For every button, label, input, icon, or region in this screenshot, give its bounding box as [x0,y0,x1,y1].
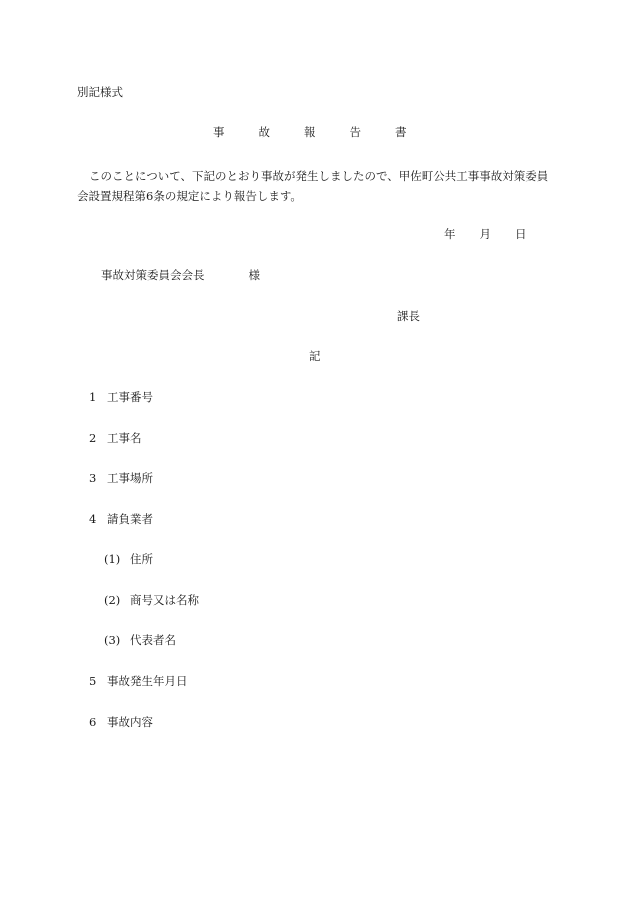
sub-item-label: 商号又は名称 [130,593,199,607]
title-char: 書 [395,125,407,139]
item-number: 4 [89,512,97,526]
item-label: 請負業者 [107,512,153,526]
sub-list-item [104,594,199,608]
list-item [89,472,153,486]
list-item [89,716,153,730]
addressee [101,269,260,283]
addressee-name: 事故対策委員会会長 [101,268,205,282]
list-item [89,675,188,689]
chief-title: 課長 [397,309,420,323]
document-title [213,126,407,140]
item-label: 事故発生年月日 [107,674,188,688]
body-paragraph: このことについて、下記のとおり事故が発生しましたので、甲佐町公共工事事故対策委員会設置規程第6条の規定により報告します。 [77,169,549,203]
item-number: 6 [89,715,97,729]
title-char: 告 [349,125,361,139]
date-month: 月 [479,227,491,241]
list-item [89,513,153,527]
title-char: 報 [304,125,316,139]
sub-item-number: (2) [104,593,121,607]
item-label: 工事番号 [107,390,153,404]
sub-list-item [104,634,176,648]
sub-list-item [104,553,153,567]
item-label: 工事名 [107,431,142,445]
item-number: 1 [89,390,97,404]
date-year: 年 [444,227,456,241]
title-char: 故 [258,125,270,139]
sub-item-label: 住所 [130,552,153,566]
item-number: 3 [89,471,97,485]
date-line [444,228,527,242]
list-item [89,432,142,446]
date-day: 日 [515,227,527,241]
form-label: 別記様式 [77,85,123,99]
sub-item-number: (1) [104,552,121,566]
item-label: 事故内容 [107,715,153,729]
item-number: 2 [89,431,97,445]
item-label: 工事場所 [107,471,153,485]
sub-item-label: 代表者名 [130,633,176,647]
addressee-honorific: 様 [248,268,260,282]
list-item [89,391,153,405]
title-char: 事 [213,125,225,139]
ki-heading: 記 [309,349,321,363]
item-number: 5 [89,674,97,688]
sub-item-number: (3) [104,633,121,647]
